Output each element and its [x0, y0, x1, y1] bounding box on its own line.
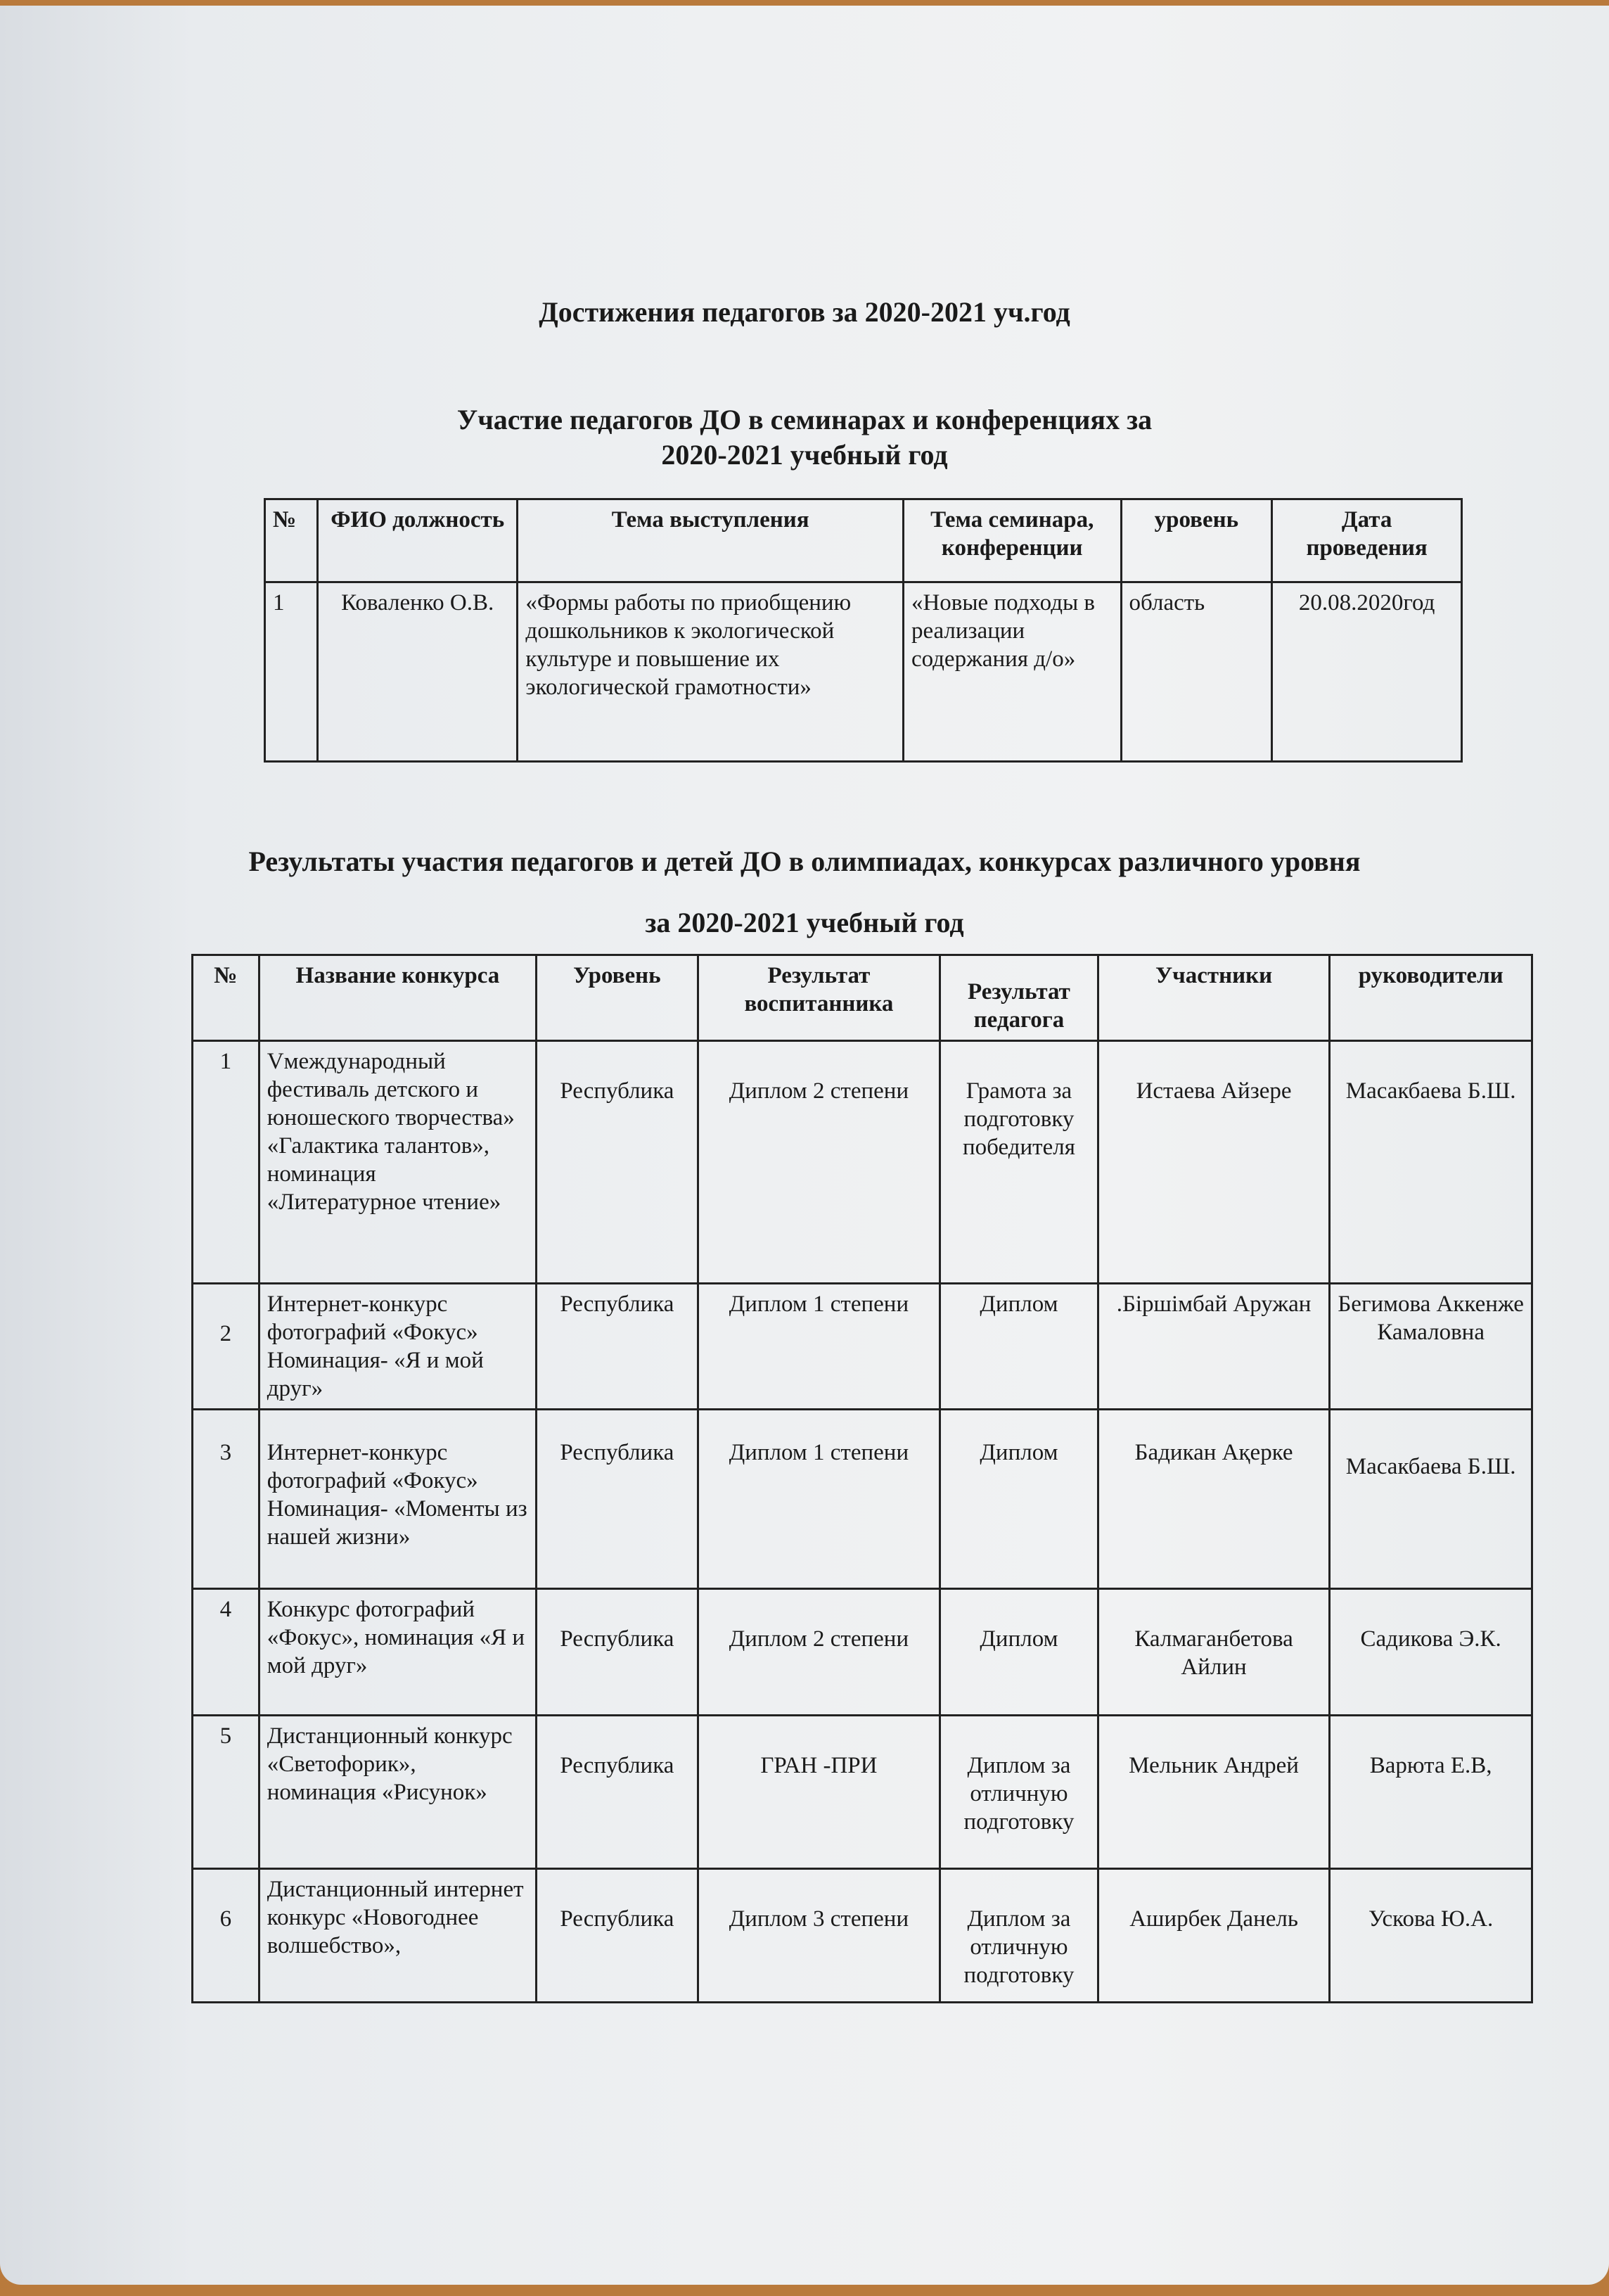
participant: Бадикан Ақерке: [1098, 1410, 1330, 1589]
section1-title-line2: 2020-2021 учебный год: [661, 439, 948, 471]
col-header-level: уровень: [1121, 499, 1272, 582]
paper-sheet: [0, 6, 1609, 2285]
pupil-result: Диплом 3 степени: [698, 1869, 940, 2003]
main-title: Достижения педагогов за 2020-2021 уч.год: [539, 296, 1070, 328]
col-header-name-position: ФИО должность: [317, 499, 518, 582]
row-number: 6: [193, 1869, 259, 2003]
section1-title-line1: Участие педагогов ДО в семинарах и конференциях за: [456, 404, 1153, 435]
table-header-row: [193, 955, 1532, 1041]
contest-name: Интернет-конкурс фотографий «Фокус» Номинация- «Я и мой друг»: [259, 1284, 536, 1410]
participant: Аширбек Данель: [1098, 1869, 1330, 2003]
pupil-result: Диплом 2 степени: [698, 1041, 940, 1284]
teacher-result: Диплом: [940, 1284, 1098, 1410]
col-header-teacher-result: Результат педагога: [940, 955, 1098, 1041]
level: Республика: [537, 1284, 698, 1410]
row-number: 2: [193, 1284, 259, 1410]
supervisor: Масакбаева Б.Ш.: [1330, 1041, 1532, 1284]
supervisor: Масакбаева Б.Ш.: [1330, 1410, 1532, 1589]
table-row: [193, 1716, 1532, 1869]
col-header-pupil-result: Результат воспитанника: [698, 955, 940, 1041]
pupil-result: Диплом 2 степени: [698, 1589, 940, 1716]
row-number: 3: [193, 1410, 259, 1589]
pupil-result: ГРАН -ПРИ: [698, 1716, 940, 1869]
contests-table: [191, 954, 1533, 2003]
participant: Истаева Айзере: [1098, 1041, 1330, 1284]
table-row: [193, 1041, 1532, 1284]
supervisor: Ускова Ю.А.: [1330, 1869, 1532, 2003]
table-row: [193, 1410, 1532, 1589]
table-row: [193, 1869, 1532, 2003]
pupil-result: Диплом 1 степени: [698, 1410, 940, 1589]
teacher-result: Диплом: [940, 1589, 1098, 1716]
participant: Мельник Андрей: [1098, 1716, 1330, 1869]
table-row: [193, 1284, 1532, 1410]
contest-name: Интернет-конкурс фотографий «Фокус» Номинация- «Моменты из нашей жизни»: [259, 1410, 536, 1589]
table-header-row: [265, 499, 1462, 582]
teacher-result: Диплом за отличную подготовку: [940, 1716, 1098, 1869]
level: Республика: [537, 1589, 698, 1716]
teacher-result: Диплом за отличную подготовку: [940, 1869, 1098, 2003]
event-date: 20.08.2020год: [1272, 582, 1462, 762]
table-row: [193, 1589, 1532, 1716]
supervisor: Варюта Е.В,: [1330, 1716, 1532, 1869]
col-header-number: №: [265, 499, 318, 582]
contest-name: Дистанционный интернет конкурс «Новогоднее волшебство»,: [259, 1869, 536, 2003]
participant: .Біршімбай Аружан: [1098, 1284, 1330, 1410]
col-header-talk-topic: Тема выступления: [518, 499, 904, 582]
row-number: 5: [193, 1716, 259, 1869]
teacher-name: Коваленко О.В.: [317, 582, 518, 762]
section2-title-line1: Результаты участия педагогов и детей ДО в олимпиадах, конкурсах различного уровня: [248, 846, 1361, 877]
row-number: 4: [193, 1589, 259, 1716]
level: Республика: [537, 1041, 698, 1284]
col-header-contest-name: Название конкурса: [259, 955, 536, 1041]
seminars-table: [264, 498, 1463, 763]
row-number: 1: [265, 582, 318, 762]
contest-name: Дистанционный конкурс «Светофорик», номинация «Рисунок»: [259, 1716, 536, 1869]
pupil-result: Диплом 1 степени: [698, 1284, 940, 1410]
supervisor: Бегимова Аккенже Камаловна: [1330, 1284, 1532, 1410]
level: Республика: [537, 1869, 698, 2003]
col-header-supervisors: руководители: [1330, 955, 1532, 1041]
participant: Калмаганбетова Айлин: [1098, 1589, 1330, 1716]
level: Республика: [537, 1716, 698, 1869]
level: область: [1121, 582, 1272, 762]
col-header-date: Дата проведения: [1272, 499, 1462, 582]
col-header-seminar-topic: Тема семинара, конференции: [903, 499, 1121, 582]
teacher-result: Диплом: [940, 1410, 1098, 1589]
section2-title-line2: за 2020-2021 учебный год: [645, 907, 964, 938]
level: Республика: [537, 1410, 698, 1589]
teacher-result: Грамота за подготовку победителя: [940, 1041, 1098, 1284]
table-row: [265, 582, 1462, 762]
col-header-number: №: [193, 955, 259, 1041]
contest-name: Конкурс фотографий «Фокус», номинация «Я и мой друг»: [259, 1589, 536, 1716]
col-header-participants: Участники: [1098, 955, 1330, 1041]
supervisor: Садикова Э.К.: [1330, 1589, 1532, 1716]
col-header-level: Уровень: [537, 955, 698, 1041]
row-number: 1: [193, 1041, 259, 1284]
talk-topic: «Формы работы по приобщению дошкольников к экологической культуре и повышение их экологической грамотности»: [518, 582, 904, 762]
seminar-topic: «Новые подходы в реализации содержания д/о»: [903, 582, 1121, 762]
contest-name: Vмеждународный фестиваль детского и юношеского творчества» «Галактика талантов», номинация «Литературное чтение»: [259, 1041, 536, 1284]
